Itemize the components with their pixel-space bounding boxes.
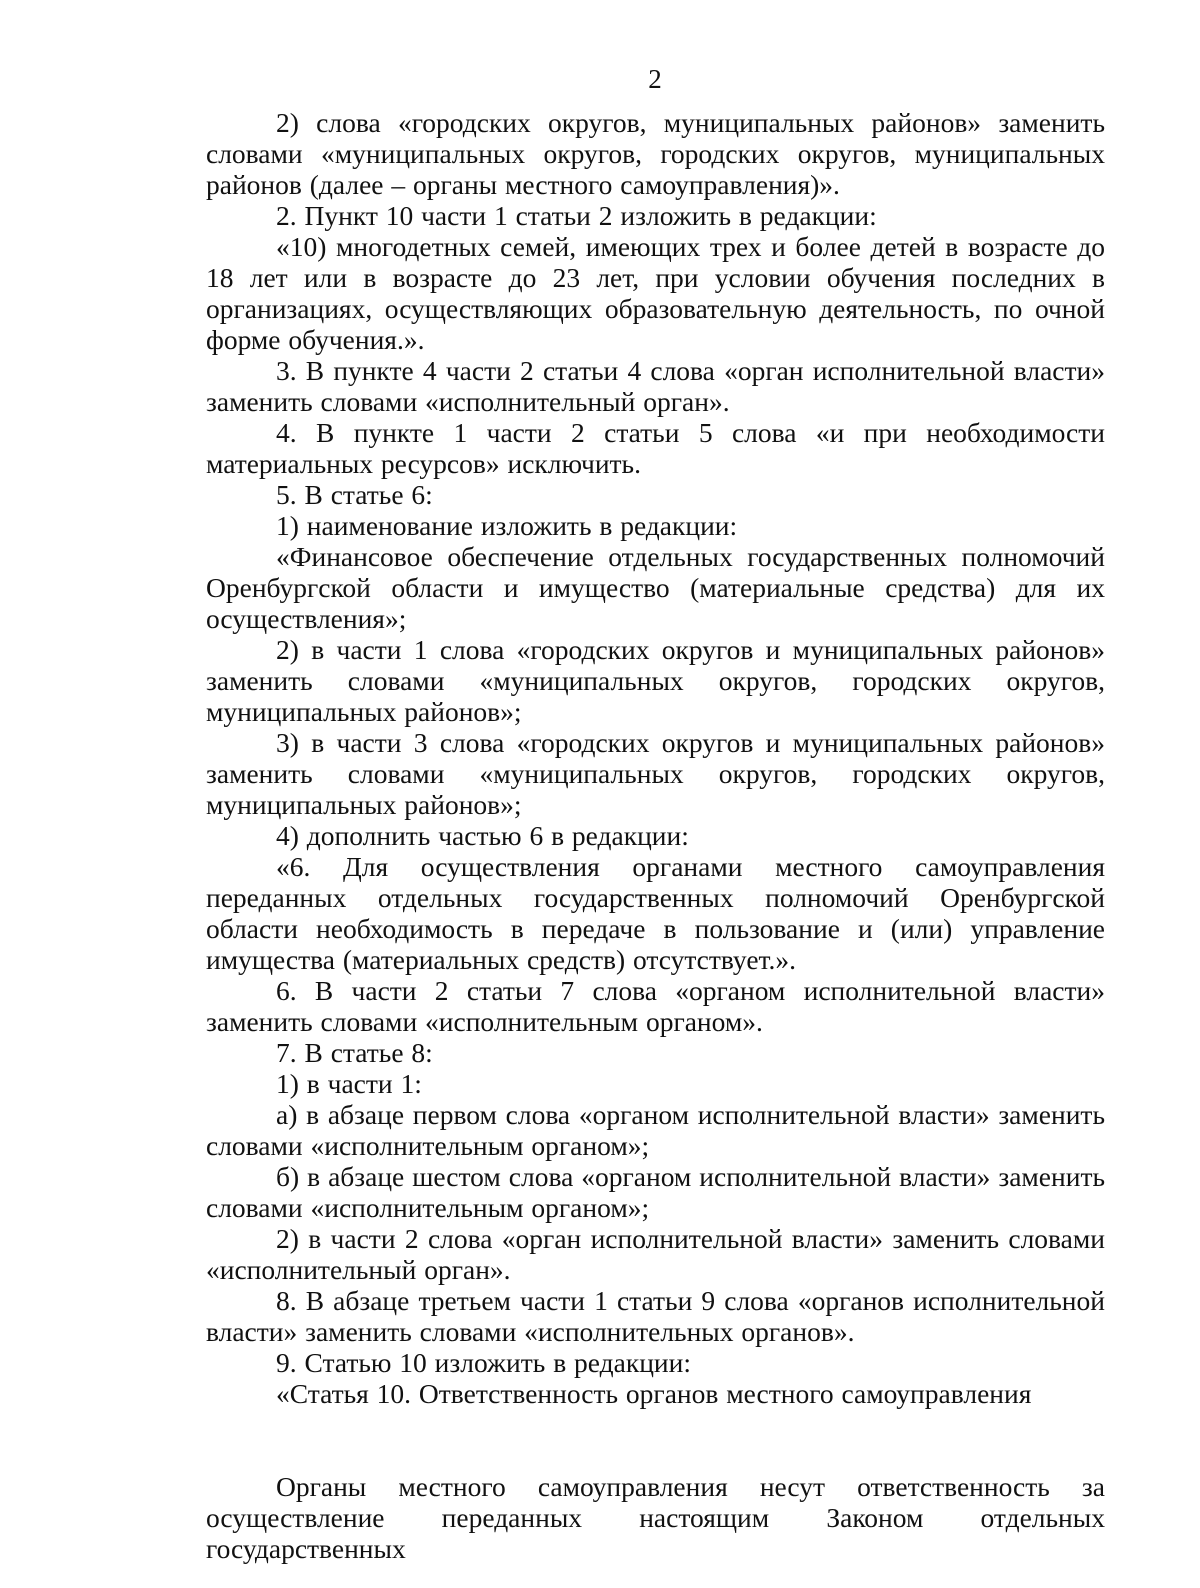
paragraph: 7. В статье 8:: [276, 1037, 433, 1068]
paragraph: 2) слова «городских округов, муниципальных районов» заменить словами «муниципальных округов, городских округов, муниципальных районов (далее – органы местного самоуправления)».: [206, 107, 1105, 200]
document-body: [206, 107, 1105, 1564]
paragraph: Органы местного самоуправления несут ответственность за осуществление переданных настоящим Законом отдельных государственных: [206, 1471, 1105, 1564]
paragraph: 3. В пункте 4 части 2 статьи 4 слова «орган исполнительной власти» заменить словами «исполнительный орган».: [206, 355, 1105, 417]
paragraph: 1) наименование изложить в редакции:: [276, 510, 738, 541]
paragraph: 5. В статье 6:: [276, 479, 433, 510]
paragraph: 1) в части 1:: [276, 1068, 422, 1099]
paragraph: 6. В части 2 статьи 7 слова «органом исполнительной власти» заменить словами «исполнительным органом».: [206, 975, 1105, 1037]
paragraph: 3) в части 3 слова «городских округов и муниципальных районов» заменить словами «муниципальных округов, городских округов, муниципальных районов»;: [206, 727, 1105, 820]
paragraph: 8. В абзаце третьем части 1 статьи 9 слова «органов исполнительной власти» заменить словами «исполнительных органов».: [206, 1285, 1105, 1347]
paragraph: «10) многодетных семей, имеющих трех и более детей в возрасте до 18 лет или в возрасте до 23 лет, при условии обучения последних в организациях, осуществляющих образовательную деятельность, по очной форме обучения.».: [206, 231, 1105, 355]
paragraph: «6. Для осуществления органами местного самоуправления переданных отдельных государственных полномочий Оренбургской области необходимость в передаче в пользование и (или) управление имущества (материальных средств) отсутствует.».: [206, 851, 1105, 975]
paragraph: «Финансовое обеспечение отдельных государственных полномочий Оренбургской области и имущество (материальные средства) для их осуществления»;: [206, 541, 1105, 634]
paragraph: 2. Пункт 10 части 1 статьи 2 изложить в редакции:: [276, 200, 877, 231]
paragraph: 2) в части 1 слова «городских округов и муниципальных районов» заменить словами «муниципальных округов, городских округов, муниципальных районов»;: [206, 634, 1105, 727]
paragraph: б) в абзаце шестом слова «органом исполнительной власти» заменить словами «исполнительным органом»;: [206, 1161, 1105, 1223]
paragraph: 2) в части 2 слова «орган исполнительной власти» заменить словами «исполнительный орган».: [206, 1223, 1105, 1285]
paragraph: 9. Статью 10 изложить в редакции:: [276, 1347, 692, 1378]
paragraph: 4) дополнить частью 6 в редакции:: [276, 820, 689, 851]
page-number: 2: [648, 64, 662, 94]
paragraph: а) в абзаце первом слова «органом исполнительной власти» заменить словами «исполнительным органом»;: [206, 1099, 1105, 1161]
paragraph: 4. В пункте 1 части 2 статьи 5 слова «и при необходимости материальных ресурсов» исключить.: [206, 417, 1105, 479]
spacer: [206, 1409, 1105, 1471]
article-heading: «Статья 10. Ответственность органов местного самоуправления: [276, 1378, 1032, 1409]
